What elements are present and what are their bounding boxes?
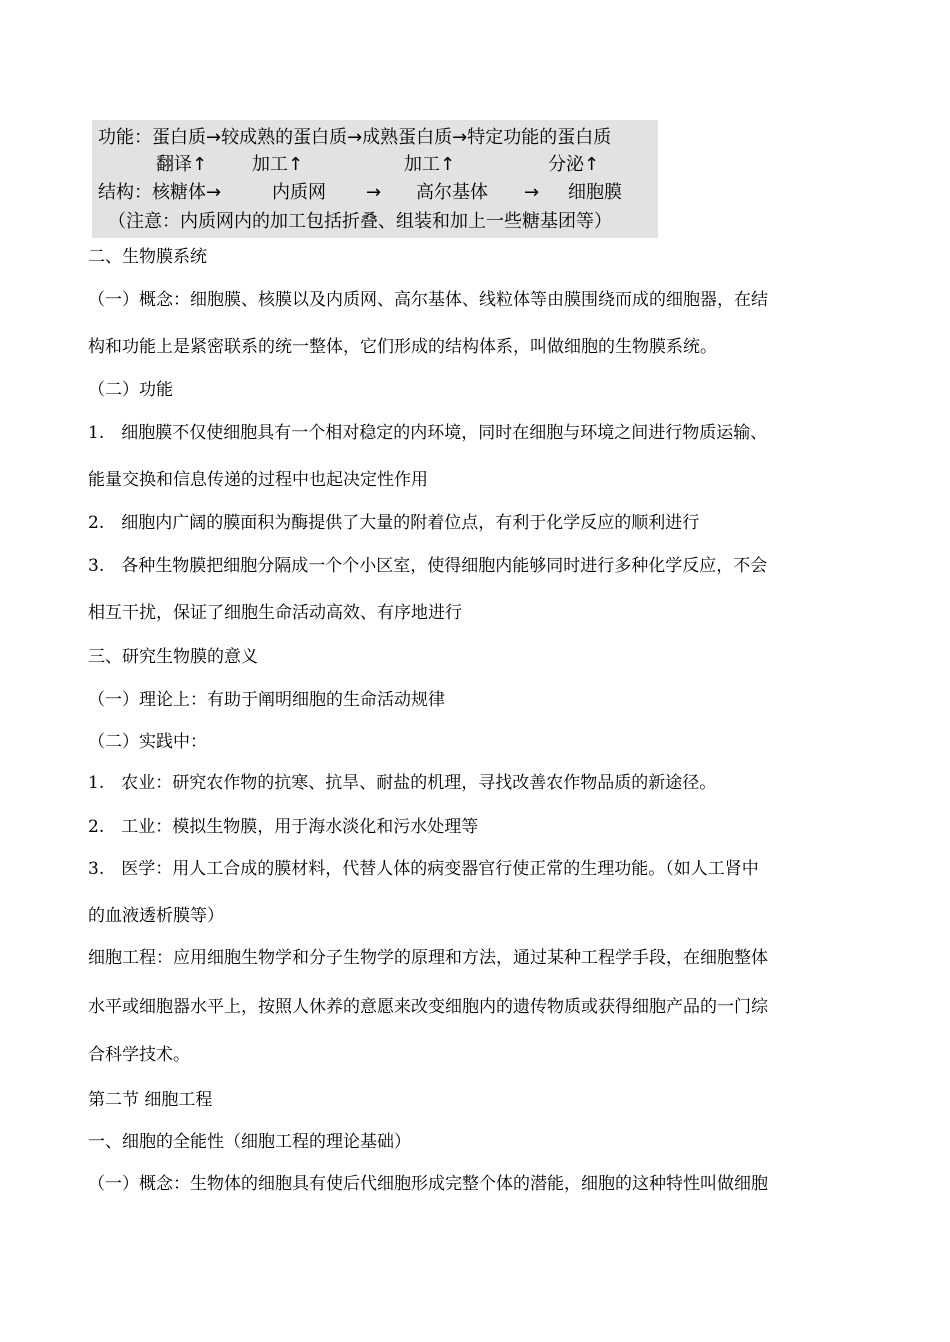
paragraph-line: 合科学技术。 bbox=[88, 1045, 190, 1065]
section-heading: 一、细胞的全能性（细胞工程的理论基础） bbox=[88, 1132, 411, 1152]
figure-step-translation: 翻译↑ bbox=[156, 154, 208, 175]
list-item: 3. 医学：用人工合成的膜材料，代替人体的病变器官行使正常的生理功能。（如人工肾中 bbox=[88, 859, 759, 879]
paragraph-line: （一）概念：细胞膜、核膜以及内质网、高尔基体、线粒体等由膜围绕而成的细胞器，在结 bbox=[88, 290, 768, 310]
list-item: 2. 工业：模拟生物膜，用于海水淡化和污水处理等 bbox=[88, 817, 479, 837]
figure-arrow-2: → bbox=[524, 182, 540, 203]
list-item: 2. 细胞内广阔的膜面积为酶提供了大量的附着位点，有利于化学反应的顺利进行 bbox=[88, 513, 700, 533]
list-item: 1. 细胞膜不仅使细胞具有一个相对稳定的内环境，同时在细胞与环境之间进行物质运输、 bbox=[88, 423, 768, 443]
figure-structure-er: 内质网 bbox=[272, 182, 326, 203]
paragraph-line: 相互干扰，保证了细胞生命活动高效、有序地进行 bbox=[88, 603, 462, 623]
subsection-heading: （二）实践中： bbox=[88, 732, 207, 752]
definition-paragraph: 细胞工程：应用细胞生物学和分子生物学的原理和方法，通过某种工程学手段，在细胞整体 bbox=[88, 948, 768, 968]
figure-arrow-1: → bbox=[366, 182, 382, 203]
section-heading: 三、研究生物膜的意义 bbox=[88, 647, 258, 667]
paragraph-line: 构和功能上是紧密联系的统一整体，它们形成的结构体系，叫做细胞的生物膜系统。 bbox=[88, 337, 717, 357]
figure-step-processing-1: 加工↑ bbox=[252, 154, 304, 175]
paragraph-line: 能量交换和信息传递的过程中也起决定性作用 bbox=[88, 470, 428, 490]
paragraph-line: 水平或细胞器水平上，按照人休养的意愿来改变细胞内的遗传物质或获得细胞产品的一门综 bbox=[88, 997, 768, 1017]
figure-structure-membrane: 细胞膜 bbox=[568, 182, 622, 203]
figure-step-processing-2: 加工↑ bbox=[404, 154, 456, 175]
figure-structure-golgi: 高尔基体 bbox=[416, 182, 488, 203]
figure-function-row: 功能：蛋白质→较成熟的蛋白质→成熟蛋白质→特定功能的蛋白质 bbox=[98, 127, 612, 148]
list-item: 1. 农业：研究农作物的抗寒、抗旱、耐盐的机理，寻找改善农作物品质的新途径。 bbox=[88, 773, 717, 793]
paragraph-line: 的血液透析膜等） bbox=[88, 906, 224, 926]
protein-processing-figure bbox=[92, 120, 658, 238]
subsection-heading: （二）功能 bbox=[88, 380, 173, 400]
section-heading: 二、生物膜系统 bbox=[88, 247, 207, 267]
subsection-heading: （一）理论上：有助于阐明细胞的生命活动规律 bbox=[88, 690, 445, 710]
figure-note: （注意：内质网内的加工包括折叠、组装和加上一些糖基团等） bbox=[108, 211, 612, 232]
figure-structure-ribosome: 结构：核糖体→ bbox=[98, 182, 222, 203]
figure-step-secretion: 分泌↑ bbox=[548, 154, 600, 175]
list-item: 3. 各种生物膜把细胞分隔成一个个小区室，使得细胞内能够同时进行多种化学反应，不会 bbox=[88, 556, 768, 576]
chapter-heading: 第二节 细胞工程 bbox=[88, 1090, 213, 1110]
paragraph-line: （一）概念：生物体的细胞具有使后代细胞形成完整个体的潜能，细胞的这种特性叫做细胞 bbox=[88, 1174, 768, 1194]
